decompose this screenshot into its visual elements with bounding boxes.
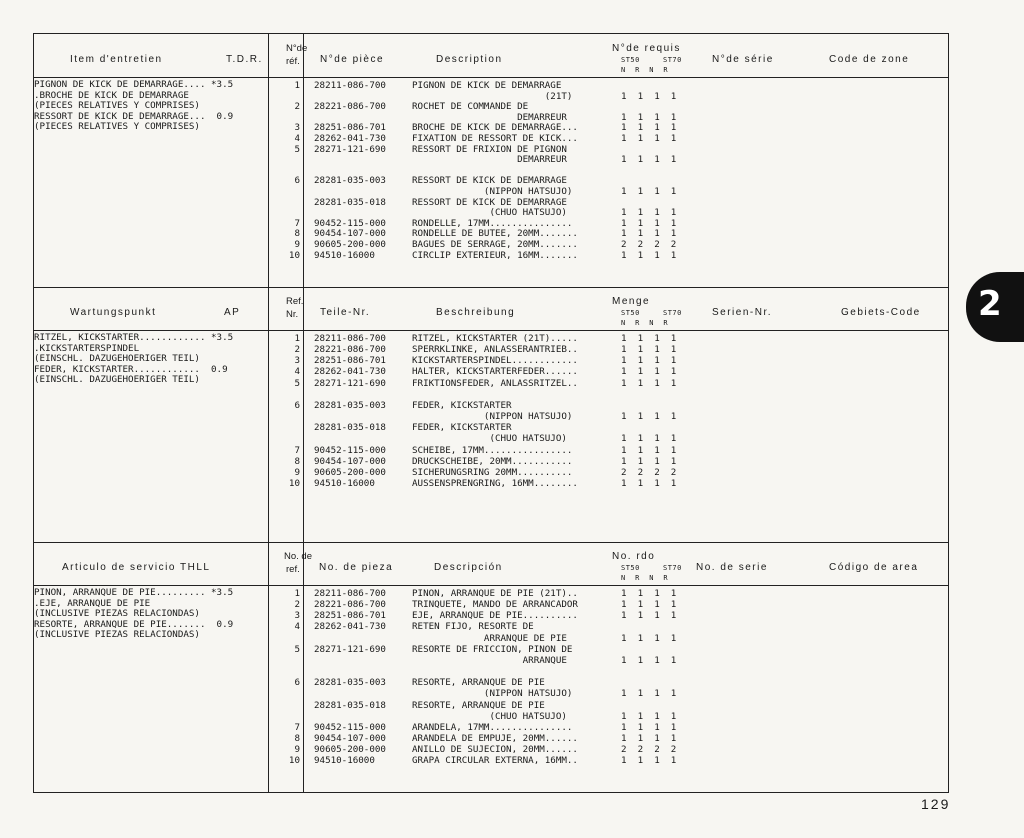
row-ref-number: 10 xyxy=(288,477,300,489)
row-part-number: 28281-035-003 xyxy=(314,175,386,187)
row-quantity: 1 1 1 1 xyxy=(621,610,677,622)
row-description: BROCHE DE KICK DE DEMARRAGE... xyxy=(412,122,578,134)
row-description: FIXATION DE RESSORT DE KICK... xyxy=(412,133,578,144)
row-ref-number: 6 xyxy=(294,175,300,187)
row-part-number: 28221-086-700 xyxy=(314,599,386,611)
header-serial-number: Serien-Nr. xyxy=(712,307,773,318)
row-quantity: 1 1 1 1 xyxy=(621,377,677,389)
row-quantity: 1 1 1 1 xyxy=(621,186,677,197)
section-tab-label: 2 xyxy=(978,284,1002,324)
row-ref-number: 10 xyxy=(288,755,300,767)
row-description: RONDELLE DE BUTEE, 20MM....... xyxy=(412,228,578,240)
row-description: (NIPPON HATSUJO) xyxy=(412,688,573,700)
header-divider xyxy=(34,585,948,586)
row-ref-number: 8 xyxy=(294,455,300,467)
row-description: KICKSTARTERSPINDEL............ xyxy=(412,355,578,367)
row-ref-number: 1 xyxy=(294,588,300,599)
header-part-number: No. de pieza xyxy=(319,562,394,573)
row-description: RETEN FIJO, RESORTE DE xyxy=(412,621,534,633)
row-part-number: 28211-086-700 xyxy=(314,588,386,599)
maintenance-item: .KICKSTARTERSPINDEL xyxy=(34,342,140,354)
header-description: Beschreibung xyxy=(436,307,516,318)
row-part-number: 94510-16000 xyxy=(314,477,375,489)
row-quantity: 1 1 1 1 xyxy=(621,411,677,423)
row-ref-number: 1 xyxy=(294,80,300,91)
row-ref-number: 8 xyxy=(294,228,300,240)
maintenance-item: RESORTE, ARRANQUE DE PIE....... 0.9 xyxy=(34,618,234,630)
row-part-number: 28251-086-701 xyxy=(314,355,386,367)
row-quantity: 1 1 1 1 xyxy=(621,90,677,102)
maintenance-item: (EINSCHL. DAZUGEHOERIGER TEIL) xyxy=(34,374,200,386)
row-quantity: 2 2 2 2 xyxy=(621,466,677,478)
row-description: (21T) xyxy=(412,90,573,102)
maintenance-item: (INCLUSIVE PIEZAS RELACIONDAS) xyxy=(34,608,200,620)
header-quantity: No. rdo xyxy=(612,551,656,562)
row-quantity: 1 1 1 1 xyxy=(621,249,677,261)
row-ref-number: 2 xyxy=(294,599,300,611)
row-ref-number: 3 xyxy=(294,355,300,367)
row-description: (NIPPON HATSUJO) xyxy=(412,411,573,423)
row-part-number: 28281-035-018 xyxy=(314,196,386,208)
row-description: RESORTE, ARRANQUE DE PIE xyxy=(412,677,545,689)
row-quantity: 1 1 1 1 xyxy=(621,366,677,378)
header-nr-codes: N R N R xyxy=(621,66,669,74)
row-quantity: 1 1 1 1 xyxy=(621,355,677,367)
row-part-number: 90605-200-000 xyxy=(314,466,386,478)
row-ref-number: 10 xyxy=(288,249,300,261)
row-description: RESORTE, ARRANQUE DE PIE xyxy=(412,699,545,711)
row-description: RONDELLE, 17MM............... xyxy=(412,217,573,229)
header-nr-codes: N R N R xyxy=(621,574,669,582)
row-quantity: 1 1 1 1 xyxy=(621,477,677,489)
row-quantity: 1 1 1 1 xyxy=(621,333,677,344)
row-description: PIGNON DE KICK DE DEMARRAGE xyxy=(412,80,562,91)
row-quantity: 1 1 1 1 xyxy=(621,755,677,767)
row-description: ARRANQUE DE PIE xyxy=(412,632,567,644)
row-part-number: 28281-035-003 xyxy=(314,677,386,689)
column-divider-ref xyxy=(303,34,304,792)
row-ref-number: 9 xyxy=(294,744,300,756)
row-quantity: 2 2 2 2 xyxy=(621,744,677,756)
maintenance-item: .EJE, ARRANQUE DE PIE xyxy=(34,597,151,609)
header-nr-codes: N R N R xyxy=(621,319,669,327)
row-description: (CHUO HATSUJO) xyxy=(412,433,567,445)
parts-table xyxy=(33,33,949,793)
row-ref-number: 5 xyxy=(294,143,300,155)
header-description: Descripción xyxy=(434,562,503,573)
row-part-number: 28262-041-730 xyxy=(314,366,386,378)
row-description: FEDER, KICKSTARTER xyxy=(412,422,512,434)
row-description: BAGUES DE SERRAGE, 20MM....... xyxy=(412,239,578,250)
row-quantity: 1 1 1 1 xyxy=(621,599,677,611)
row-ref-number: 3 xyxy=(294,122,300,134)
row-quantity: 1 1 1 1 xyxy=(621,588,677,599)
row-part-number: 90605-200-000 xyxy=(314,239,386,250)
row-part-number: 90454-107-000 xyxy=(314,455,386,467)
row-description: ANILLO DE SUJECION, 20MM...... xyxy=(412,744,578,756)
header-quantity: Menge xyxy=(612,296,651,307)
row-quantity: 1 1 1 1 xyxy=(621,122,677,134)
row-part-number: 28211-086-700 xyxy=(314,333,386,344)
row-ref-number: 2 xyxy=(294,344,300,356)
row-part-number: 90452-115-000 xyxy=(314,217,386,229)
row-part-number: 28281-035-018 xyxy=(314,422,386,434)
row-quantity: 1 1 1 1 xyxy=(621,654,677,666)
header-model-st70: ST70 xyxy=(663,309,682,317)
header-model-st50: ST50 xyxy=(621,564,640,572)
row-ref-number: 9 xyxy=(294,466,300,478)
maintenance-item: (PIECES RELATIVES Y COMPRISES) xyxy=(34,121,200,133)
row-quantity: 1 1 1 1 xyxy=(621,207,677,219)
row-description: (CHUO HATSUJO) xyxy=(412,207,567,219)
header-time: T.D.R. xyxy=(226,54,263,65)
header-serial-number: N°de série xyxy=(712,54,774,65)
row-description: ARANDELA, 17MM............... xyxy=(412,721,573,733)
row-ref-number: 7 xyxy=(294,721,300,733)
header-maintenance-item: Item d'entretien xyxy=(70,54,163,65)
header-area-code: Code de zone xyxy=(829,54,910,65)
header-part-number: Teile-Nr. xyxy=(320,307,371,318)
row-part-number: 28221-086-700 xyxy=(314,344,386,356)
row-ref-number: 5 xyxy=(294,643,300,655)
row-part-number: 28281-035-003 xyxy=(314,399,386,411)
row-quantity: 1 1 1 1 xyxy=(621,217,677,229)
maintenance-item: .BROCHE DE KICK DE DEMARRAGE xyxy=(34,89,189,101)
row-quantity: 1 1 1 1 xyxy=(621,433,677,445)
header-description: Description xyxy=(436,54,503,65)
row-description: SICHERUNGSRING 20MM.......... xyxy=(412,466,573,478)
header-divider xyxy=(34,77,948,78)
row-description: FRIKTIONSFEDER, ANLASSRITZEL.. xyxy=(412,377,578,389)
row-description: RITZEL, KICKSTARTER (21T)..... xyxy=(412,333,578,344)
header-maintenance-item: Articulo de servicio THLL xyxy=(62,562,211,573)
row-description: FEDER, KICKSTARTER xyxy=(412,399,512,411)
row-description: PINON, ARRANQUE DE PIE (21T).. xyxy=(412,588,578,599)
section-divider xyxy=(34,287,948,288)
row-ref-number: 5 xyxy=(294,377,300,389)
header-ref-no-line2: Nr. xyxy=(286,309,299,320)
row-ref-number: 1 xyxy=(294,333,300,344)
row-part-number: 28271-121-690 xyxy=(314,143,386,155)
row-part-number: 28251-086-701 xyxy=(314,610,386,622)
maintenance-item: RESSORT DE KICK DE DEMARRAGE... 0.9 xyxy=(34,110,234,122)
row-description: (CHUO HATSUJO) xyxy=(412,710,567,722)
row-quantity: 1 1 1 1 xyxy=(621,721,677,733)
row-part-number: 28262-041-730 xyxy=(314,621,386,633)
header-model-st70: ST70 xyxy=(663,56,682,64)
row-description: GRAPA CIRCULAR EXTERNA, 16MM.. xyxy=(412,755,578,767)
row-ref-number: 9 xyxy=(294,239,300,250)
row-description: (NIPPON HATSUJO) xyxy=(412,186,573,197)
header-part-number: N°de pièce xyxy=(320,54,385,65)
row-quantity: 1 1 1 1 xyxy=(621,455,677,467)
row-ref-number: 6 xyxy=(294,677,300,689)
header-area-code: Código de area xyxy=(829,562,919,573)
row-part-number: 28221-086-700 xyxy=(314,101,386,113)
row-description: RESSORT DE KICK DE DEMARRAGE xyxy=(412,175,567,187)
row-ref-number: 4 xyxy=(294,366,300,378)
header-area-code: Gebiets-Code xyxy=(841,307,921,318)
row-description: DEMARREUR xyxy=(412,154,567,166)
row-part-number: 28211-086-700 xyxy=(314,80,386,91)
row-part-number: 94510-16000 xyxy=(314,249,375,261)
row-description: EJE, ARRANQUE DE PIE.......... xyxy=(412,610,578,622)
header-quantity: N°de requis xyxy=(612,43,681,54)
row-description: ROCHET DE COMMANDE DE xyxy=(412,101,529,113)
row-quantity: 1 1 1 1 xyxy=(621,444,677,456)
row-quantity: 1 1 1 1 xyxy=(621,632,677,644)
row-ref-number: 4 xyxy=(294,621,300,633)
row-quantity: 1 1 1 1 xyxy=(621,111,677,123)
row-quantity: 2 2 2 2 xyxy=(621,239,677,250)
row-quantity: 1 1 1 1 xyxy=(621,732,677,744)
row-ref-number: 7 xyxy=(294,444,300,456)
header-ref-no-line1: No. de xyxy=(284,551,312,562)
maintenance-item: (PIECES RELATIVES Y COMPRISES) xyxy=(34,100,200,112)
row-part-number: 90452-115-000 xyxy=(314,444,386,456)
row-ref-number: 3 xyxy=(294,610,300,622)
row-description: RESORTE DE FRICCION, PINON DE xyxy=(412,643,573,655)
row-description: RESSORT DE KICK DE DEMARRAGE xyxy=(412,196,567,208)
row-part-number: 94510-16000 xyxy=(314,755,375,767)
row-quantity: 1 1 1 1 xyxy=(621,688,677,700)
maintenance-item: (EINSCHL. DAZUGEHOERIGER TEIL) xyxy=(34,353,200,365)
row-part-number: 90454-107-000 xyxy=(314,228,386,240)
row-quantity: 1 1 1 1 xyxy=(621,710,677,722)
row-description: TRINQUETE, MANDO DE ARRANCADOR xyxy=(412,599,578,611)
header-ref-no-line2: réf. xyxy=(286,56,300,67)
row-description: ARRANQUE xyxy=(412,654,567,666)
header-ref-no-line1: Ref. xyxy=(286,296,304,307)
row-quantity: 1 1 1 1 xyxy=(621,344,677,356)
maintenance-item: FEDER, KICKSTARTER............ 0.9 xyxy=(34,363,228,375)
row-description: SCHEIBE, 17MM................ xyxy=(412,444,573,456)
row-description: AUSSENSPRENGRING, 16MM........ xyxy=(412,477,578,489)
section-tab xyxy=(966,272,1024,342)
row-part-number: 28271-121-690 xyxy=(314,643,386,655)
row-part-number: 28281-035-018 xyxy=(314,699,386,711)
row-ref-number: 7 xyxy=(294,217,300,229)
header-model-st50: ST50 xyxy=(621,56,640,64)
header-model-st50: ST50 xyxy=(621,309,640,317)
maintenance-item: PINON, ARRANQUE DE PIE......... *3.5 xyxy=(34,587,234,598)
row-part-number: 28271-121-690 xyxy=(314,377,386,389)
row-description: SPERRKLINKE, ANLASSERANTRIEB.. xyxy=(412,344,578,356)
section-divider xyxy=(34,542,948,543)
maintenance-item: (INCLUSIVE PIEZAS RELACIONDAS) xyxy=(34,629,200,641)
column-divider-maintenance xyxy=(268,34,269,792)
header-ref-no-line1: N°de xyxy=(286,43,308,54)
row-part-number: 28262-041-730 xyxy=(314,133,386,144)
maintenance-item: PIGNON DE KICK DE DEMARRAGE.... *3.5 xyxy=(34,79,234,90)
row-description: ARANDELA DE EMPUJE, 20MM...... xyxy=(412,732,578,744)
header-maintenance-item: Wartungspunkt xyxy=(70,307,157,318)
header-divider xyxy=(34,330,948,331)
maintenance-item: RITZEL, KICKSTARTER............ *3.5 xyxy=(34,332,234,343)
row-description: HALTER, KICKSTARTERFEDER...... xyxy=(412,366,578,378)
header-ref-no-line2: ref. xyxy=(286,564,300,575)
row-description: DEMARREUR xyxy=(412,111,567,123)
row-ref-number: 2 xyxy=(294,101,300,113)
row-quantity: 1 1 1 1 xyxy=(621,133,677,144)
row-ref-number: 8 xyxy=(294,732,300,744)
row-ref-number: 6 xyxy=(294,399,300,411)
header-serial-number: No. de serie xyxy=(696,562,768,573)
row-part-number: 90452-115-000 xyxy=(314,721,386,733)
row-description: DRUCKSCHEIBE, 20MM........... xyxy=(412,455,573,467)
row-part-number: 90454-107-000 xyxy=(314,732,386,744)
row-part-number: 90605-200-000 xyxy=(314,744,386,756)
row-description: CIRCLIP EXTERIEUR, 16MM....... xyxy=(412,249,578,261)
page-number: 129 xyxy=(921,796,951,812)
header-model-st70: ST70 xyxy=(663,564,682,572)
row-part-number: 28251-086-701 xyxy=(314,122,386,134)
row-quantity: 1 1 1 1 xyxy=(621,228,677,240)
header-time: AP xyxy=(224,307,241,318)
row-ref-number: 4 xyxy=(294,133,300,144)
row-description: RESSORT DE FRIXION DE PIGNON xyxy=(412,143,567,155)
row-quantity: 1 1 1 1 xyxy=(621,154,677,166)
